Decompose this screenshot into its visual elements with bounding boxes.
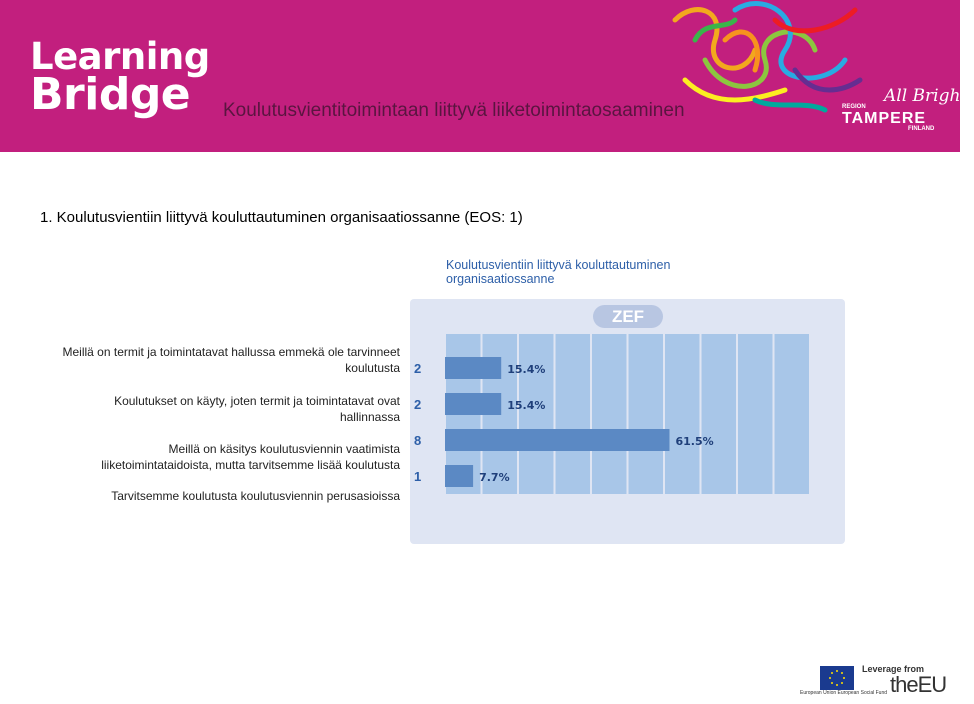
count-label-4: 1 [414,469,422,484]
grid-column [556,334,591,494]
grid-column [519,334,554,494]
percent-label-4: 7.7% [479,471,510,484]
bar-4 [445,465,473,487]
bar-2 [445,393,501,415]
grid-column [592,334,627,494]
logo-line-2: Bridge [30,69,191,120]
eu-caption-line-2: European Social Fund [837,690,888,696]
header-banner [0,0,974,152]
grid-column [702,334,737,494]
finland-label: FINLAND [908,126,935,132]
all-bright-slogan: All Bright! [884,86,974,106]
question-label-1: Meillä on termit ja toimintatavat hallussa emmekä ole tarvinneet koulutusta [62,345,400,375]
percent-label-2: 15.4% [507,399,546,412]
question-label-2: Koulutukset on käyty, joten termit ja toimintatavat ovat hallinnassa [114,394,400,424]
learning-bridge-logo [30,35,210,120]
eu-caption [800,690,887,696]
decorative-splash-graphic [665,0,865,120]
percent-label-1: 15.4% [507,363,546,376]
bar-1 [445,357,501,379]
question-label-3: Meillä on käsitys koulutusviennin vaatimista liiketoimintataidoista, mutta tarvitsemme lisää koulutusta [101,442,400,472]
question-heading: 1. Koulutusvientiin liittyvä kouluttautuminen organisaatiossanne (EOS: 1) [40,209,523,226]
count-label-2: 2 [414,397,422,412]
region-label: REGION [842,104,866,110]
the-eu-text: theEU [890,672,947,697]
grid-column [629,334,664,494]
percent-label-3: 61.5% [675,435,714,448]
bar-chart [380,330,820,510]
tampere-label: TAMPERE [842,110,927,127]
bar-3 [445,429,669,451]
grid-column [738,334,773,494]
leverage-text: Leverage from [862,664,925,674]
chart-title: Koulutusvientiin liittyvä kouluttautuminen organisaatiossanne [446,258,671,286]
grid-column [665,334,700,494]
page-title: Koulutusvientitoimintaan liittyvä liiketoimintaosaaminen [223,100,685,121]
question-label-4: Tarvitsemme koulutusta koulutusviennin perusasioissa [111,489,400,503]
grid-column [775,334,810,494]
logo-line-1: Learning [30,35,210,78]
eu-caption-line-1: European Union [800,690,837,696]
zef-logo: ZEF [593,305,663,328]
eu-flag-icon [820,666,854,690]
count-label-3: 8 [414,433,422,448]
count-label-1: 2 [414,361,422,376]
